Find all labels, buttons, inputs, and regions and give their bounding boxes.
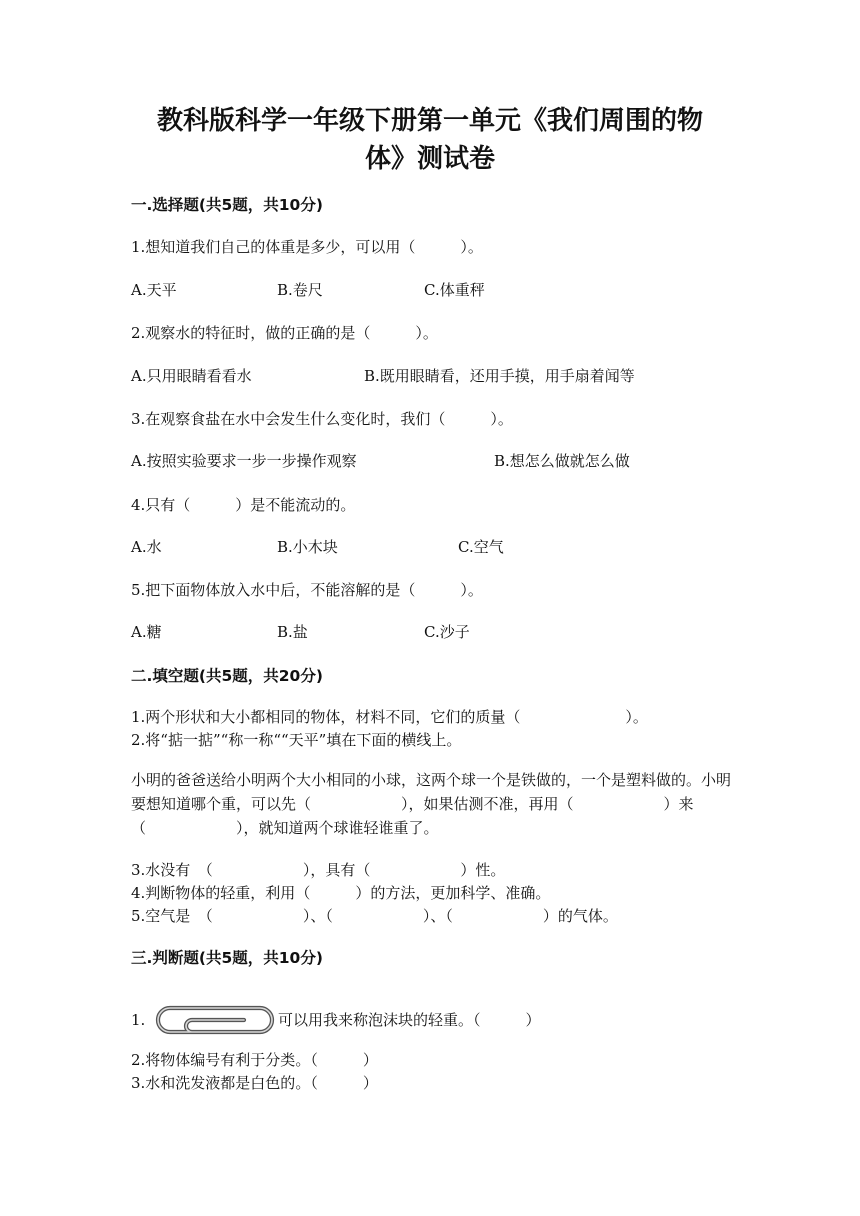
fill-question-5: 5.空气是 （ ）、（ ）、（ ）的气体。: [131, 907, 618, 925]
choice-2-option-b: B.既用眼睛看，还用手摸，用手扇着闻等: [364, 367, 635, 385]
choice-question-5: 5.把下面物体放入水中后，不能溶解的是（ ）。: [131, 581, 483, 599]
choice-3-option-b: B.想怎么做就怎么做: [494, 452, 630, 470]
choice-question-1: 1.想知道我们自己的体重是多少，可以用（ ）。: [131, 238, 483, 256]
choice-3-option-a: A.按照实验要求一步一步操作观察: [131, 452, 357, 470]
judge-question-1-number: 1.: [131, 1011, 146, 1029]
choice-question-2: 2.观察水的特征时，做的正确的是（ ）。: [131, 324, 438, 342]
choice-1-option-a: A.天平: [131, 281, 177, 299]
page-title: [120, 102, 740, 178]
choice-1-option-c: C.体重秤: [424, 281, 485, 299]
judge-question-1-text: 可以用我来称泡沫块的轻重。（ ）: [278, 1011, 541, 1029]
fill-question-2-passage: 小明的爸爸送给小明两个大小相同的小球，这两个球一个是铁做的，一个是塑料做的。小明要想知道哪个重，可以先（ ），如果估测不准，再用（ ）来（ ），就知道两个球谁轻谁重了。: [131, 771, 732, 837]
fill-question-4: 4.判断物体的轻重，利用（ ）的方法，更加科学、准确。: [131, 884, 551, 902]
paperclip-icon: [152, 1002, 278, 1038]
section-heading-fill: 二.填空题(共5题，共20分): [131, 667, 323, 685]
fill-question-3: 3.水没有 （ ），具有（ ）性。: [131, 861, 506, 879]
choice-1-option-b: B.卷尺: [277, 281, 323, 299]
judge-question-2: 2.将物体编号有利于分类。（ ）: [131, 1051, 378, 1069]
section-heading-choice: 一.选择题(共5题，共10分): [131, 196, 323, 214]
choice-question-3: 3.在观察食盐在水中会发生什么变化时，我们（ ）。: [131, 410, 513, 428]
fill-question-2: 2.将“掂一掂”“称一称““天平”填在下面的横线上。: [131, 731, 462, 749]
judge-question-3: 3.水和洗发液都是白色的。（ ）: [131, 1074, 378, 1092]
choice-4-option-c: C.空气: [458, 538, 504, 556]
choice-2-option-a: A.只用眼睛看看水: [131, 367, 252, 385]
section-heading-judge: 三.判断题(共5题，共10分): [131, 949, 323, 967]
choice-question-4: 4.只有（ ）是不能流动的。: [131, 496, 356, 514]
choice-4-option-b: B.小木块: [277, 538, 338, 556]
title-line-2: 体》测试卷: [364, 144, 495, 174]
choice-5-option-c: C.沙子: [424, 623, 470, 641]
title-line-1: 教科版科学一年级下册第一单元《我们周围的物: [156, 106, 703, 136]
fill-question-1: 1.两个形状和大小都相同的物体，材料不同，它们的质量（ ）。: [131, 708, 648, 726]
choice-5-option-b: B.盐: [277, 623, 308, 641]
choice-4-option-a: A.水: [131, 538, 162, 556]
choice-5-option-a: A.糖: [131, 623, 162, 641]
